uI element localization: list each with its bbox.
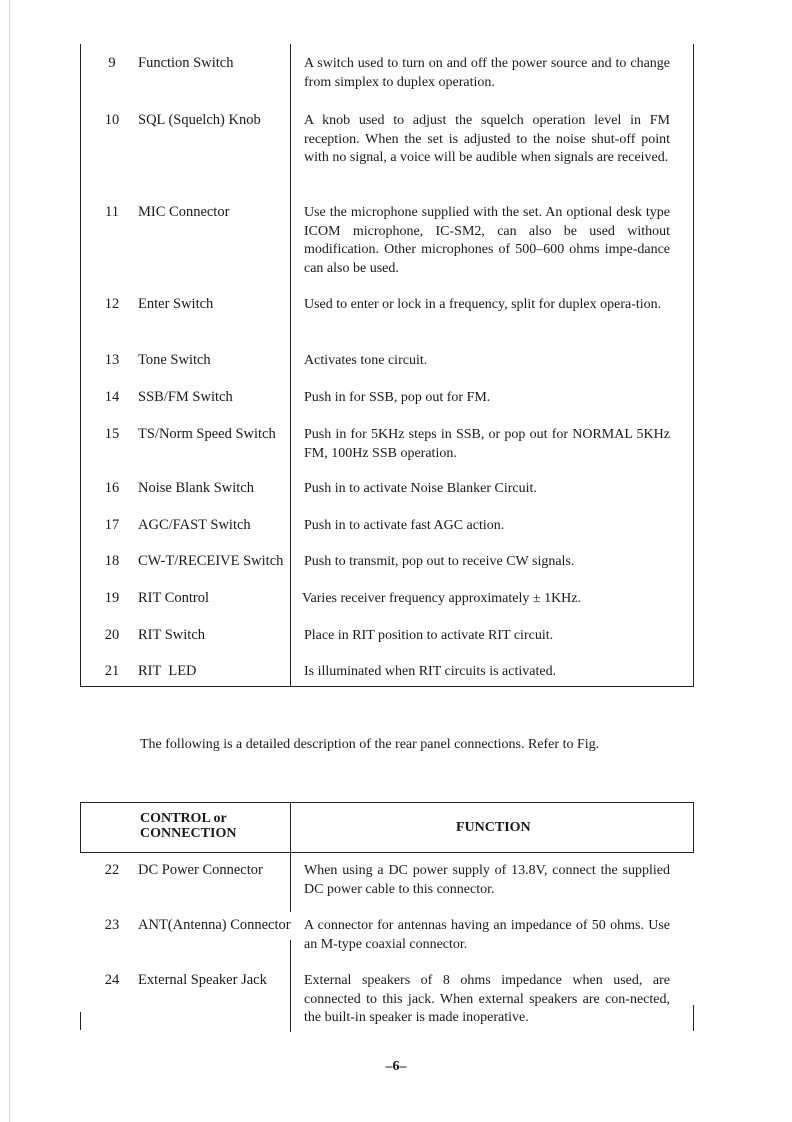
connection-name: External Speaker Jack [138, 972, 267, 988]
table1-bottom-border [80, 686, 694, 687]
row-number: 19 [104, 590, 120, 606]
control-name: Tone Switch [138, 352, 211, 368]
row-number: 13 [104, 352, 120, 368]
row-number: 14 [104, 389, 120, 405]
connection-name: ANT(Antenna) Connector [138, 917, 291, 933]
row-number: 12 [104, 296, 120, 312]
header-function: FUNCTION [456, 820, 531, 835]
connection-description: When using a DC power supply of 13.8V, connect the supplied DC power cable to this connector. [304, 863, 670, 897]
control-description: Varies receiver frequency approximately ± 1KHz. [302, 591, 582, 606]
table2-column-divider [290, 802, 291, 912]
rear-panel-intro-text: The following is a detailed description of the rear panel connections. Refer to Fig. [140, 737, 600, 752]
table1-right-border [693, 44, 694, 687]
control-description: Activates tone circuit. [304, 353, 428, 368]
control-description: Place in RIT position to activate RIT circuit. [304, 628, 554, 643]
row-number: 9 [108, 55, 116, 71]
table1-column-divider [290, 44, 291, 687]
control-description: Is illuminated when RIT circuits is activated. [304, 664, 557, 679]
control-description: Push in for SSB, pop out for FM. [304, 390, 491, 405]
page-number: –6– [385, 1059, 407, 1074]
header-control-line2: CONNECTION [140, 826, 237, 841]
row-number: 20 [104, 627, 120, 643]
row-number: 18 [104, 553, 120, 569]
control-name: CW-T/RECEIVE Switch [138, 553, 284, 569]
control-name: Function Switch [138, 55, 234, 71]
control-description: Used to enter or lock in a frequency, split for duplex opera-tion. [304, 297, 662, 312]
control-name: MIC Connector [138, 204, 230, 220]
control-description: Push in to activate Noise Blanker Circuit. [304, 481, 537, 496]
control-description: Push to transmit, pop out to receive CW signals. [304, 554, 575, 569]
table2-column-divider-lower [290, 940, 291, 1032]
row-number: 23 [104, 917, 120, 933]
connection-name: DC Power Connector [138, 862, 263, 878]
scan-edge-line [9, 0, 10, 1122]
control-description: A switch used to turn on and off the power source and to change from simplex to duplex operation. [304, 56, 670, 90]
table2-left-border [80, 802, 81, 853]
control-name: TS/Norm Speed Switch [138, 426, 276, 442]
header-control-line1: CONTROL or [140, 811, 227, 826]
control-name: SQL (Squelch) Knob [138, 112, 261, 128]
control-name: Noise Blank Switch [138, 480, 254, 496]
row-number: 10 [104, 112, 120, 128]
row-number: 15 [104, 426, 120, 442]
control-description: Push in for 5KHz steps in SSB, or pop out for NORMAL 5KHz FM, 100Hz SSB operation. [304, 427, 670, 461]
table2-right-border-fragment [693, 1005, 694, 1031]
row-number: 11 [105, 204, 119, 220]
table2-top-border [80, 802, 694, 803]
connection-description: External speakers of 8 ohms impedance when used, are connected to this jack. When external speakers are con-nected, the built-in speaker is made inoperative. [304, 973, 670, 1025]
table2-right-border [693, 802, 694, 853]
control-name: RIT Control [138, 590, 210, 606]
row-number: 16 [104, 480, 120, 496]
control-description: Push in to activate fast AGC action. [304, 518, 505, 533]
row-number: 24 [104, 972, 120, 988]
control-name: SSB/FM Switch [138, 389, 233, 405]
row-number: 21 [104, 663, 120, 679]
control-name: RIT Switch [138, 627, 205, 643]
control-description: Use the microphone supplied with the set. An optional desk type ICOM microphone, IC-SM2, can also be used without modification. Other microphones of 500–600 ohms impe-dance can also be used. [304, 205, 670, 276]
row-number: 17 [104, 517, 120, 533]
control-description: A knob used to adjust the squelch operation level in FM reception. When the set is adjusted to the noise shut-off point with no signal, a voice will be audible when signals are received. [304, 113, 670, 165]
table2-header-bottom-border [80, 852, 694, 853]
control-name: AGC/FAST Switch [138, 517, 251, 533]
control-name: Enter Switch [138, 296, 214, 312]
table2-left-border-fragment [80, 1012, 81, 1030]
table1-left-border [80, 44, 81, 687]
connection-description: A connector for antennas having an impedance of 50 ohms. Use an M-type coaxial connector. [304, 918, 670, 952]
row-number: 22 [104, 862, 120, 878]
control-name: RIT LED [138, 663, 197, 679]
